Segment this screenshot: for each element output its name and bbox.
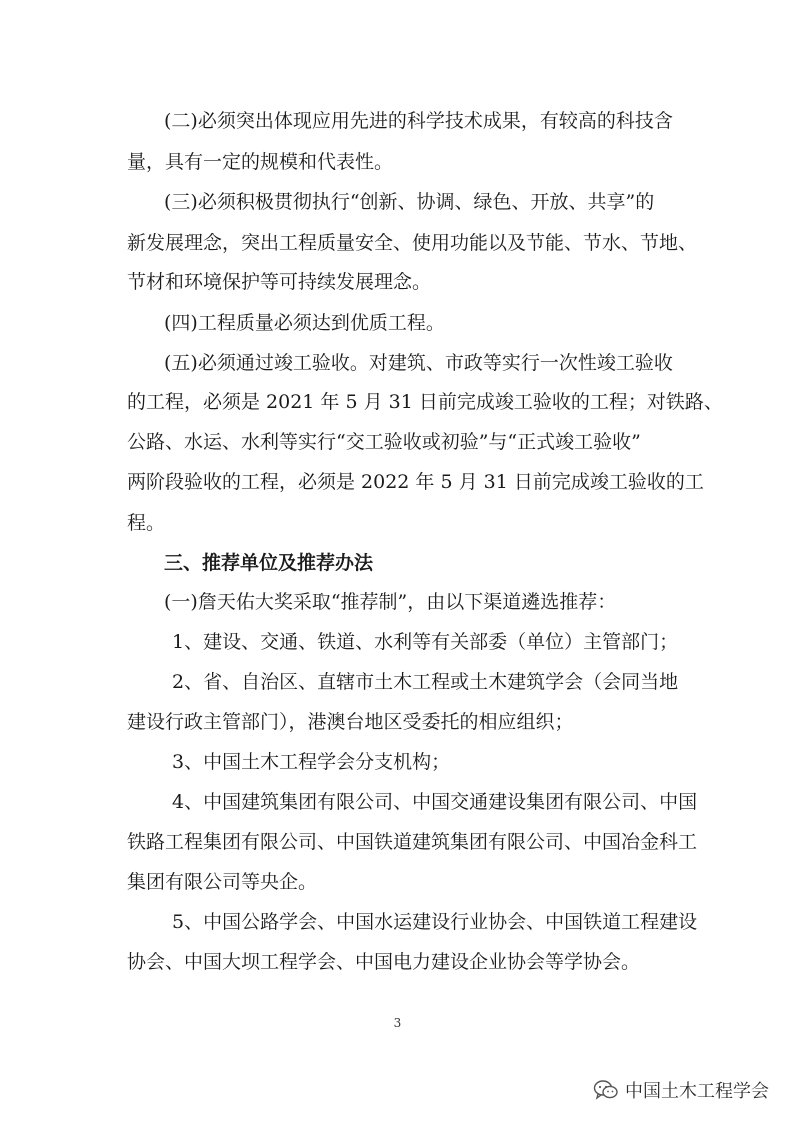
text-line: 的工程，必须是 2021 年 5 月 31 日前完成竣工验收的工程；对铁路、: [127, 391, 723, 413]
text-line: 1、建设、交通、铁道、水利等有关部委（单位）主管部门；: [172, 631, 679, 653]
text-line: (五)必须通过竣工验收。对建筑、市政等实行一次性竣工验收: [164, 352, 673, 374]
text-line: 集团有限公司等央企。: [127, 871, 318, 893]
text-line: 铁路工程集团有限公司、中国铁道建筑集团有限公司、中国冶金科工: [127, 831, 698, 853]
text-line: 协会、中国大坝工程学会、中国电力建设企业协会等学协会。: [127, 951, 641, 973]
text-line: 2、省、自治区、直辖市土木工程或土木建筑学会（会同当地: [172, 671, 679, 693]
text-line: 新发展理念，突出工程质量安全、使用功能以及节能、节水、节地、: [127, 232, 698, 254]
text-line: 建设行政主管部门），港澳台地区受委托的相应组织；: [127, 711, 574, 733]
text-line: (二)必须突出体现应用先进的科学技术成果，有较高的科技含: [164, 110, 673, 132]
wechat-icon: [593, 1079, 619, 1101]
section-heading: 三、推荐单位及推荐办法: [164, 552, 374, 574]
text-line: 程。: [127, 512, 166, 534]
page-number: 3: [393, 1016, 402, 1030]
wechat-watermark: [593, 1077, 769, 1103]
text-line: 3、中国土木工程学会分支机构；: [172, 751, 451, 773]
text-line: 4、中国建筑集团有限公司、中国交通建设集团有限公司、中国: [172, 791, 698, 813]
text-line: 两阶段验收的工程，必须是 2022 年 5 月 31 日前完成竣工验收的工: [127, 471, 704, 493]
watermark-text: 中国土木工程学会: [625, 1081, 769, 1102]
text-line: 节材和环境保护等可持续发展理念。: [127, 271, 432, 293]
text-line: 公路、水运、水利等实行“交工验收或初验”与“正式竣工验收”: [127, 431, 641, 453]
text-line: (四)工程质量必须达到优质工程。: [164, 312, 445, 334]
text-line: (一)詹天佑大奖采取“推荐制”，由以下渠道遴选推荐：: [164, 591, 617, 613]
text-line: 5、中国公路学会、中国水运建设行业协会、中国铁道工程建设: [172, 911, 698, 933]
text-line: (三)必须积极贯彻执行“创新、协调、绿色、开放、共享”的: [164, 191, 655, 213]
text-line: 量，具有一定的规模和代表性。: [127, 151, 394, 173]
